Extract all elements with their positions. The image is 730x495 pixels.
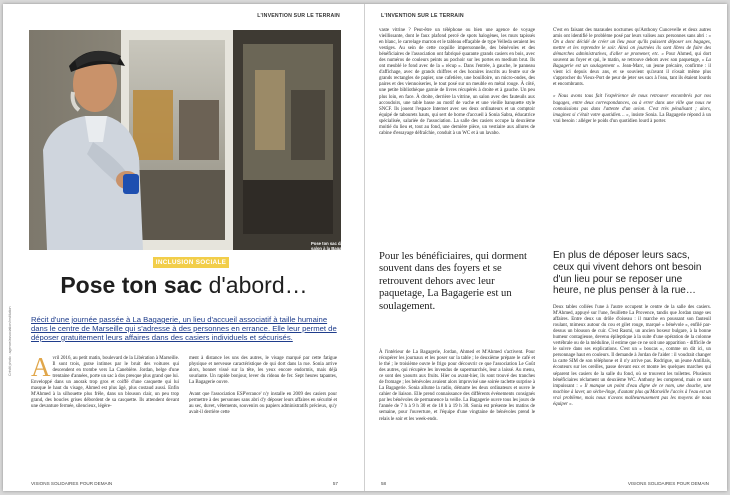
col2-text-3: Jean-Marc, un jeune précaire, confirme : il vient ici depuis deux ans, et se souvient qu'avant il n'osait même plus s'approcher du Vieux-Port de peur de jeter ses sacs à l'eau, tant ils étaient lourds et encombrants. <box>553 64 711 88</box>
headline-light: d'abord… <box>202 272 308 298</box>
right-column-4 <box>553 305 711 408</box>
man-in-cap-photo <box>29 30 353 251</box>
right-page <box>365 4 727 491</box>
right-column-2-para-1 <box>553 28 711 88</box>
right-column-3 <box>379 350 535 423</box>
running-head: L'INVENTION SUR LE TERRAIN <box>381 13 464 19</box>
left-column-2 <box>189 356 337 416</box>
col2-quote-2: « La Bagagerie est un soulagement ». <box>553 58 711 70</box>
left-column-2-para-1: ment à distance les uns des autres, le visage marqué par cette fatigue physique et nerveuse caractéristique de qui dort dans la rue. Sonia arrive alors, bonnet vissé sur la tête, les yeux encore endormis, mais déjà souriante. Un rapide bonjour, lever du rideau de fer. Sept heures tapantes, La Bagagerie ouvre. <box>189 356 337 386</box>
pull-quote-right: En plus de déposer leurs sacs, ceux qui vivent dehors ont besoin d'un lieu pour se reposer une heure, ne plus penser à la rue… <box>553 250 702 297</box>
photo-credit: Crédit photo : agence/association/institution <box>8 306 12 376</box>
left-column-1 <box>31 352 180 410</box>
right-column-1-text: vaste vitrine ? Peut-être un téléphone ou bien une agence de voyage vieillissante, dont le faux plafond percé de spots halogènes, les murs tapissés en blanc, le carrelage marron et le tableau effaçable de type Velleda seraient les vestiges. Au sein de cette coquille impersonnelle, des bénévoles et des bénéficiaires de l'association ont fabriqué quarante grands casiers en bois, avec des numéros de couleurs peints au pochoir sur les portes en medium brut. Ils ont meublé le fond avec de la « récup ». Dans l'entrée, à gauche, le panneau d'affichage, avec de grands chiffres et des horaires inscrits au feutre sur de grands rectangles de papier, une cafetière, une bouilloire, un micro-ondes, des paires et des viennoiseries, le tout posé sur un meuble en métal rouge. À côté, une petite bibliothèque garnie de livres récupérés à droite et à gauche. Un peu plus loin, en face. À droite, derrière la vitrine, un salon avec des fauteuils aux accoudoirs, une table basse au motif de vache et une vieille banquette style SNCF. Ils jouent l'espace Internet avec ses deux ordinateurs et un comptoir équipé de tabourets hauts, qui sert de borne d'accueil à Sonia Sabra, éducatrice spécialisée, salariée de l'association. La salle des casiers occupe la deuxième moitié du lieu et, tout au fond, une dernière pièce, un vestiaire aux allures de cabine d'essayage défraîchie, conduit à un WC et à un lavabo. <box>379 28 535 136</box>
headline <box>33 272 335 299</box>
left-column-1-text: vril 2016, au petit matin, boulevard de la Libération à Marseille. Il sont trois, gutse intimes par le bruit des voitures qui descendent en trombe vers La Canebière. Jordan, belge d'une trentaine d'années, porte un sac à dos presque plus grand que lui. Enveloppé dans un anorak trop gros et coiffé d'une casquette qui lui masque le haut du visage, Ahmed est plus âgé, plus costaud aussi. Enfin M'Ahmed à la silhouette plus frêle, dans un blouson clair, un peu trop grand, des boucles grises débordent de sa casquette. Ils attendent devant une devanture fermée, silencieux, légère- <box>31 356 180 410</box>
drop-cap: A <box>31 352 51 382</box>
running-head: L'INVENTION SUR LE TERRAIN <box>257 13 340 19</box>
right-column-2 <box>553 28 711 125</box>
page-number: 58 <box>381 481 387 486</box>
page-number: 57 <box>332 481 338 486</box>
col2-quote-3: « Nous avons tous fait l'expérience de nous retrouver encombrés par nos bagages, entre deux correspondances, ou à errer dans une ville que nous ne connaissions pas dans l'attente d'un avion. C'est très pénalisant ; alors, imaginez si c'était votre quotidien… », <box>553 94 711 118</box>
col2-text-1: C'est en faisant des maraudes nocturnes qu'Anthony Cuncevelle et deux autres amis ont identifié le problème posé par leurs valises aux personnes sans abri : <box>553 28 711 40</box>
rubric-badge: INCLUSION SOCIALE <box>153 257 229 268</box>
col4-quote: « Il manque un point d'eau digne de ce nom, une douche, une machine à laver, un sèche-linge, d'autant plus qu'Marseille l'accès à l'eau est un vrai problème, mais nous n'avons malheureusement pas les moyens de nous équiper ». <box>553 383 711 407</box>
magazine-spread <box>3 4 727 491</box>
left-column-2-para-2: Avant que l'association ESP'errance' n'y installe en 2009 des casiers pour permettre à des personnes sans abri d'y déposer leurs affaires en sécurité et au sec, duvet, vêtements, souvenirs ou papiers administratifs précieux, qu'y avait-il derrière cette <box>189 392 337 416</box>
standfirst <box>31 316 337 343</box>
col2-text-2: Pour Ahmed, qui dort souvent au foyer et qui, le matin, se retrouve dehors avec son paquetage, <box>553 52 711 64</box>
pull-quote-left: Pour les bénéficiaires, qui dorment souvent dans des foyers et se retrouvent dehors avec leur paquetage, La Bagagerie est un soulagement. <box>379 251 527 312</box>
headline-bold: Pose ton sac <box>60 272 203 298</box>
photo-illustration <box>29 30 341 250</box>
standfirst-part-1: Récit d'une journée passée à La Bagagerie, un lieu d'accueil associatif à taille humaine dans le centre de Marseille qui s'adresse à des personnes en errance <box>31 315 328 333</box>
right-column-4-text <box>553 305 711 408</box>
right-column-3-text: À l'intérieur de La Bagagerie, Jordan, Ahmed et M'Ahmed s'activent. Pour récupérer les journaux et les poser sur la table ; le deuxième prépare le café et le thé ; le troisième ouvre le frigo pour découvrir ce que l'association Le Goût des autres, qui récupère les invendus de supermarchés, leur a laissé. Au menu, ce sont des yaourts aux fruits. Hier ou avant-hier, ils sont trouvé des tranches de fromage ; les bénévoles avaient alors improvisé une soirée raclette surprise à La Bagagerie. Sonia allume la radio, démarre les deux ordinateurs et ouvre le cahier de liaison. Elle prend connaissance des différents événements consignés par les bénévoles de permanence la veille. La Bagagerie ouvre tous les jours de l'année de 7 h à 9 h 30 et de 18 h à 19 h 30. Sonia est présente les matins de semaine, pour l'ouverture, et l'équipe d'une vingtaine de bénévoles prend le relais le soir et les week-ends. <box>379 350 535 422</box>
right-column-2-para-2 <box>553 94 711 124</box>
footer-publication: VISIONS SOLIDAIRES POUR DEMAIN <box>31 481 113 486</box>
col4-text-1: Deux tables collées l'une à l'autre occupent le centre de la salle des casiers. M'Ahmed, appuyé sur l'une, feuillette La Provence, tandis que Jordan range ses affaires. Entre deux un drôle d'oiseau : il marche en poussant son fauteuil roulant, mimeux autour du cou et gilet rouge, marqué « bénévole », enfilé par-dessus un blouson de cuir. C'est Rasmi, un ancien boxeur bulgare, à la bonne humeur contagieuse, devenu épileptique à la suite d'une opération de la colonne vertébrale ou de la méduline, il estime que ce ne soit une apparition - difficile de le suivre dans ses explications. C'est un « boucas », comme on dit ici, un personnage haut en couleurs. Il demande à Jordan de l'aider : il voudrait changer la carte SIM de son téléphone et il n'y arrive pas. Rodrigue, un jeune Antillais, écouteurs sur les oreilles, passe devant eux et monte les quelques marches qui séparent les casiers de la salle du fond, où se trouvent les toilettes. Plusieurs bénéficiaires réclament un deuxième WC. Anthony les comprend, mais ce sont impuissant : <box>553 305 711 389</box>
standfirst-part-2: . Elle leur permet de déposer gratuitement leurs affaires dans des casiers individuels et sécurisés. <box>31 323 337 342</box>
col2-quote-1: « On a donc décidé de créer un lieu pour qu'ils puissent déposer ses bagages, mettre et les reprendre le soir. Ainsi on journées ils sont libres de faire des démarches administratives, d'aller se promener, etc. » <box>553 34 711 58</box>
photo-caption: Pose ton sac dans le salon à la Bagagerie <box>311 241 353 251</box>
col2-text-4: insiste Sonia. La Bagagerie répond à un vrai besoin : alléger le poids d'un quotidien lourd à porter. <box>553 112 711 124</box>
left-page <box>3 4 365 491</box>
footer-publication: VISIONS SOLIDAIRES POUR DEMAIN <box>627 481 709 486</box>
right-column-1 <box>379 28 535 137</box>
